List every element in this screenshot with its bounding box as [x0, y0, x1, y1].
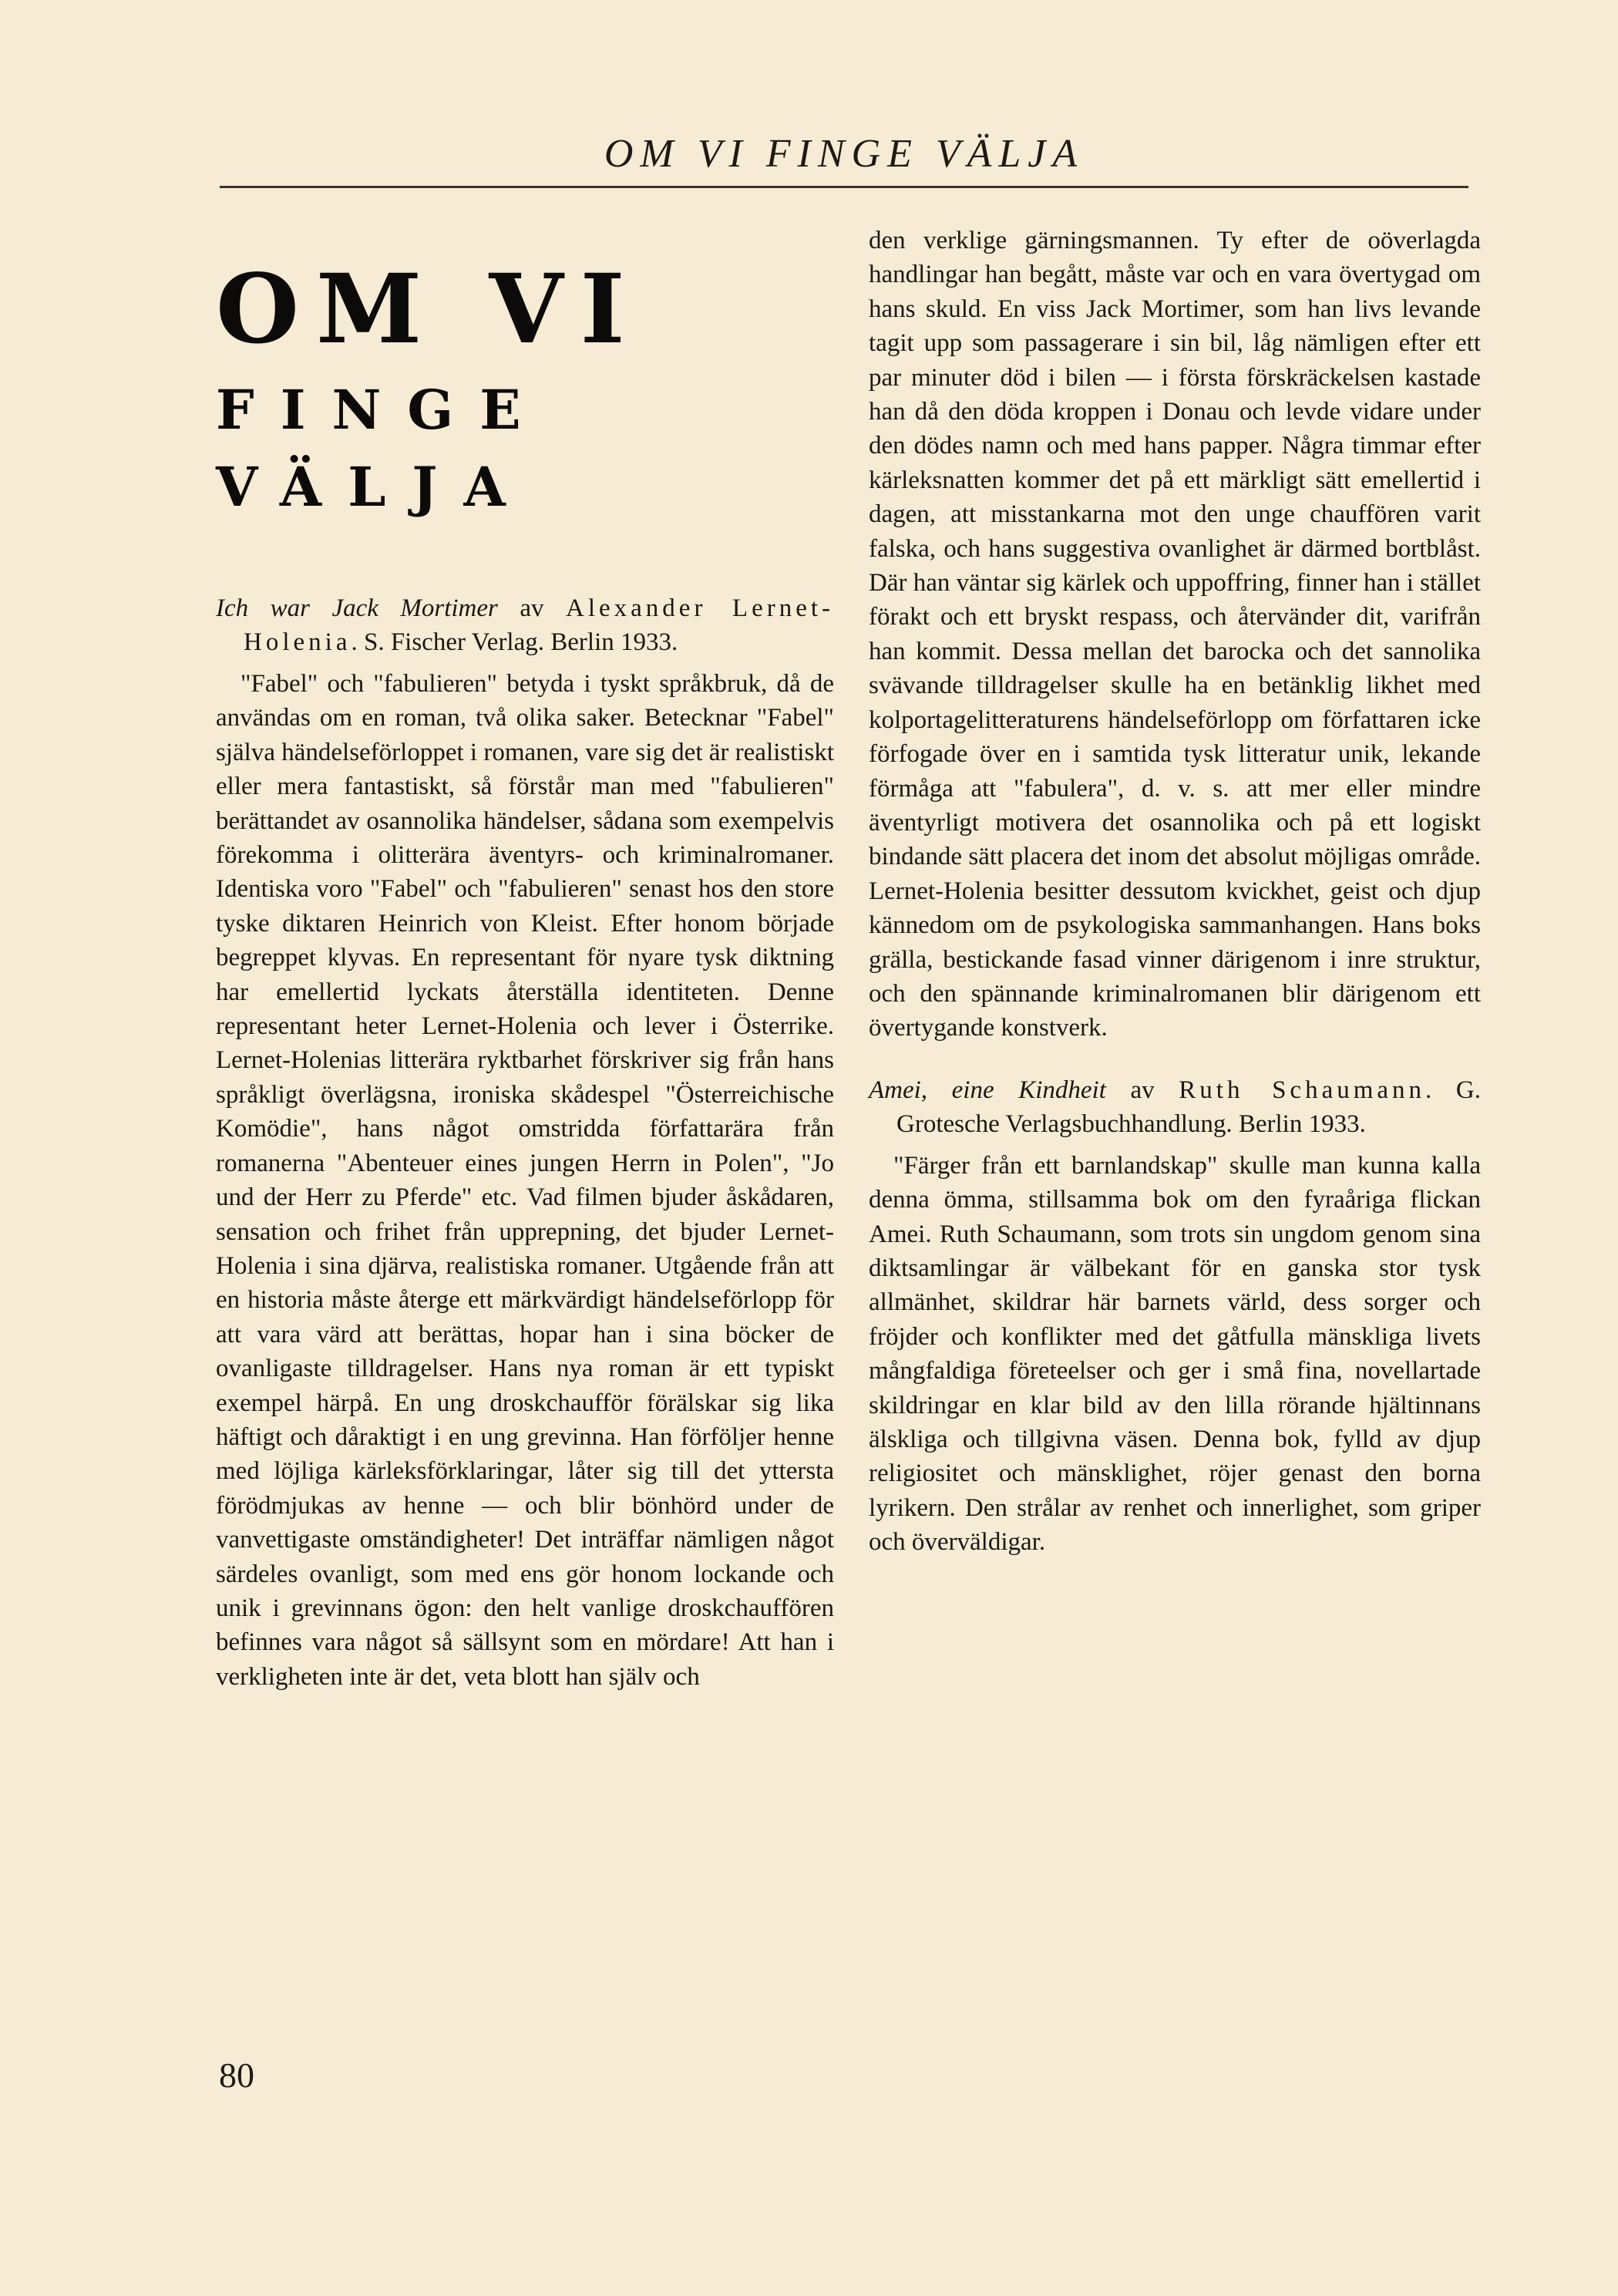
page-number: 80 — [219, 2055, 254, 2095]
review-2-publisher: . G. Grotesche Verlagsbuchhandlung. Berlin 1933. — [896, 1076, 1481, 1138]
review-1-av: av — [497, 594, 566, 622]
article-title-line-2: FINGE VÄLJA — [216, 378, 547, 519]
review-2-body: "Färger från ett barnlandskap" skulle man kunna kalla denna ömma, stillsamma bok om den fyraåriga flickan Amei. Ruth Schaumann, som trots sin ungdom genom sina diktsamlingar är välbekant för en ganska stor tysk allmänhet, skildrar här barnets värld, dess sorger och fröjder och konflikter med det gåtfulla mänskliga livets mångfaldiga företeelser och ger i små fina, novellartade skildringar en klar bild av den lilla rörande hjältinnans älskliga och tillgivna väsen. Denna bok, fylld av djup religiositet och mänsklighet, röjer genast den borna lyrikern. Den strålar av renhet och innerlighet, som griper och överväldigar. — [869, 1151, 1481, 1557]
header-rule — [220, 186, 1468, 188]
review-1-reference — [216, 591, 834, 659]
review-2-av: av — [1105, 1076, 1179, 1104]
review-2-book-title: Amei, eine Kindheit — [869, 1076, 1106, 1104]
review-1-author: Alexander Lernet-Holenia — [244, 594, 835, 656]
review-2-reference — [869, 1073, 1481, 1141]
review-2-author: Ruth Schaumann — [1179, 1076, 1426, 1104]
review-1-publisher: . S. Fischer Verlag. Berlin 1933. — [351, 628, 678, 656]
right-column — [869, 224, 1481, 1560]
article-title-line-1: OM VI — [216, 254, 642, 365]
review-1-body: "Fabel" och "fabulieren" betyda i tyskt språkbruk, då de användas om en roman, två olika saker. Betecknar "Fabel" själva händelseförloppet i romanen, vare sig det är realistiskt eller mera fantastiskt, så förstår man med "fabulieren" berättandet av osannolika händelser, sådana som exempelvis förekomma i olitterära äventyrs- och kriminalromaner. Identiska voro "Fabel" och "fabulieren" senast hos den store tyske diktaren Heinrich von Kleist. Efter honom började begreppet klyvas. En representant för nyare tysk diktning har emellertid lyckats återställa identiteten. Denne representant heter Lernet-Holenia och lever i Österrike. Lernet-Holenias litterära ryktbarhet förskriver sig från hans språkligt överlägsna, ironiska skådespel "Österreichische Komödie", hans något omstridda författarära från romanerna "Abenteuer eines jungen Herrn in Polen", "Jo und der Herr zu Pferde" etc. Vad filmen bjuder åskådaren, sensation och frihet från upprepning, det bjuder Lernet-Holenia i sina djärva, realistiska romaner. Utgående från att en historia måste återge ett märkvärdigt händelseförlopp för att vara värd att berättas, hopar han i sina böcker de ovanligaste tilldragelser. Hans nya roman är ett typiskt exempel härpå. En ung droskchaufför förälskar sig lika häftigt och dåraktigt i en ung grevinna. Han förföljer henne med löjliga kärleksförklaringar, låter sig till det yttersta förödmjukas av henne — och blir bönhörd under de vanvettigaste omständigheter! Det inträffar nämligen något särdeles ovanligt, som med ens gör honom lockande och unik i grevinnans ögon: den helt vanlige droskchauffören befinnes vara något så sällsynt som en mördare! Att han i verkligheten inte är det, veta blott han själv och — [216, 670, 834, 1691]
running-head: OM VI FINGE VÄLJA — [604, 132, 1085, 176]
review-separator — [869, 1045, 1481, 1073]
review-1-book-title: Ich war Jack Mortimer — [216, 594, 498, 622]
review-1-body-continued: den verklige gärningsmannen. Ty efter de oöverlagda handlingar han begått, måste var och en vara övertygad om hans skuld. En viss Jack Mortimer, som han livs levande tagit upp som passagerare i sin bil, låg nämligen efter ett par minuter död i bilen — i första förskräckelsen kastade han då den döda kroppen i Donau och levde vidare under den dödes namn och med hans papper. Några timmar efter kärleksnatten kommer det på ett märkligt sätt emellertid i dagen, att misstankarna mot den unge chauffören varit falska, och hans suggestiva ovanlighet är därmed bortblåst. Där han väntar sig kärlek och uppoffring, finner han i stället förakt och ett bryskt respass, och återvänder dit, varifrån han kommit. Dessa mellan det barocka och det sannolika svävande tilldragelser skulle ha en betänklig likhet med kolportagelitteraturens händelseförlopp om författaren icke förfogade över en i samtida tysk litteratur unik, lekande förmåga att "fabulera", d. v. s. att mer eller mindre äventyrligt motivera det osannolika och på ett logiskt bindande sätt placera det inom det absolut möjligas område. Lernet-Holenia besitter dessutom kvickhet, geist och djup kännedom om de psykologiska sammanhangen. Hans boks grälla, bestickande fasad vinner därigenom i inre struktur, och den spännande kriminalromanen blir därigenom ett övertygande konstverk. — [869, 227, 1481, 1042]
left-column — [216, 256, 834, 1694]
